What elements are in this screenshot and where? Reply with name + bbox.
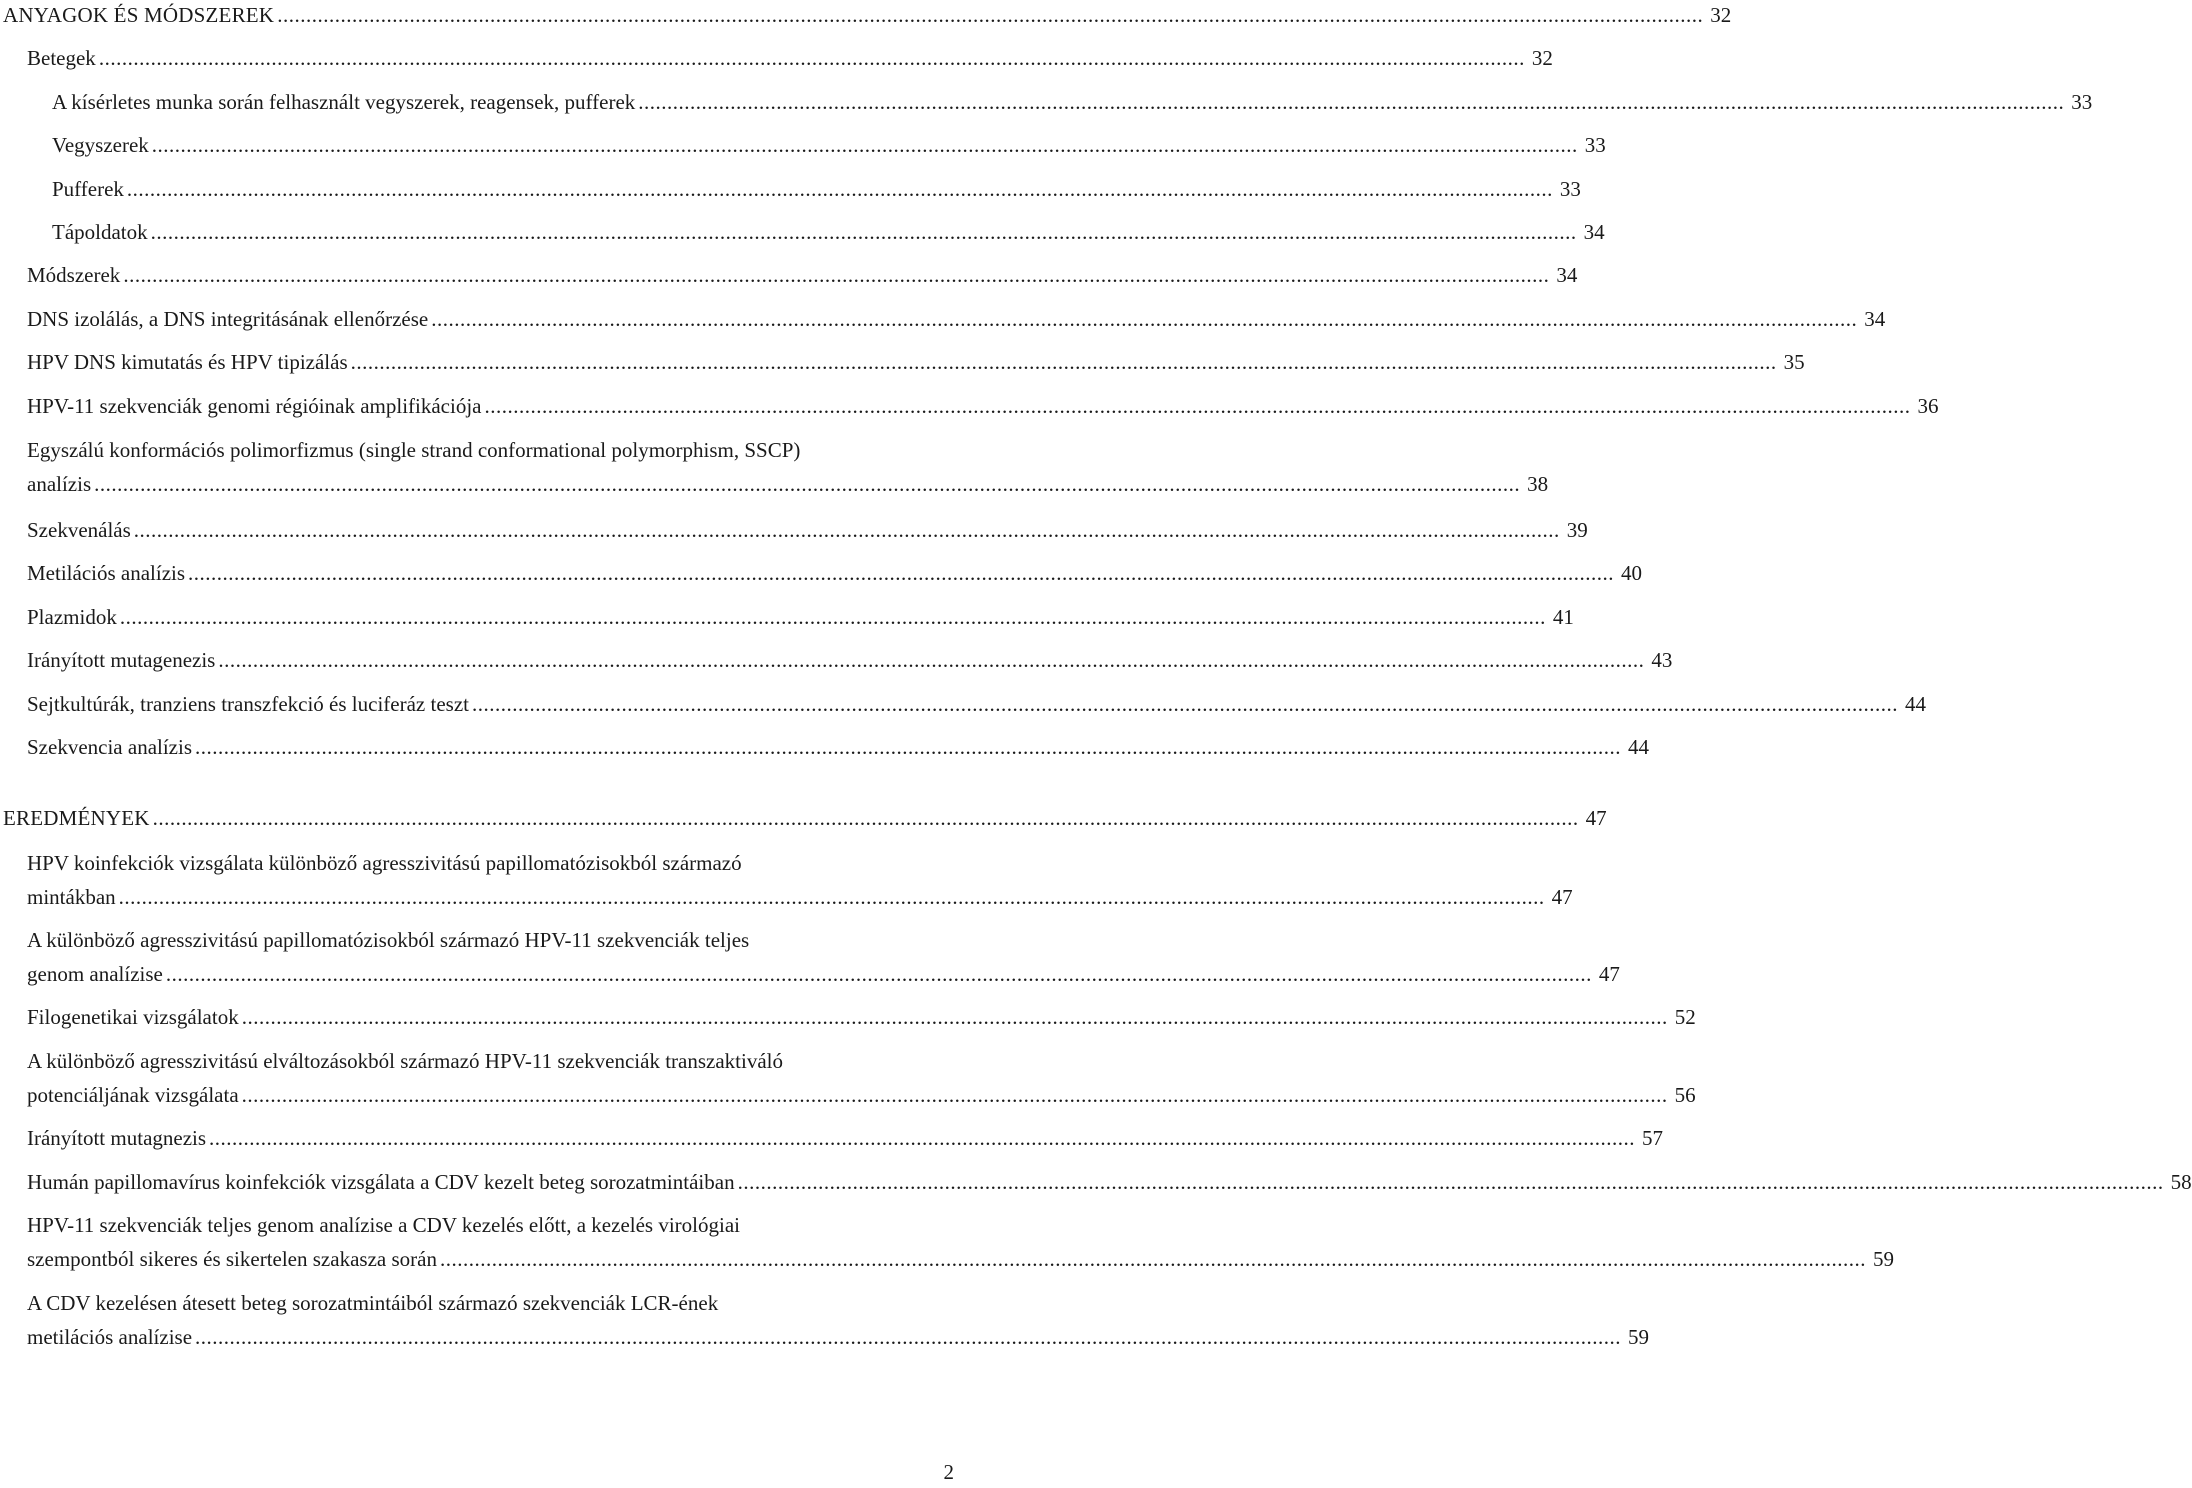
toc-entry-title-line1: HPV-11 szekvenciák teljes genom analízise a CDV kezelés előtt, a kezelés virológiai: [27, 1213, 740, 1237]
toc-entry[interactable]: [0, 1121, 1664, 1155]
toc-entry-title-line1: A különböző agresszivitású elváltozásokból származó HPV-11 szekvenciák transzaktiváló: [27, 1049, 783, 1073]
toc-leader-dots: [638, 85, 2064, 119]
toc-entry[interactable]: [0, 215, 1605, 249]
toc-entry-page: 56: [1674, 1083, 1696, 1107]
toc-entry-title: Betegek: [27, 46, 96, 70]
toc-leader-dots: [134, 513, 1560, 547]
toc-entry-title: Szekvencia analízis: [27, 735, 193, 759]
toc-entry[interactable]: [0, 556, 1643, 590]
toc-entry-title: genom analízise: [27, 962, 163, 986]
toc-entry-title: mintákban: [27, 885, 116, 909]
toc-entry[interactable]: [0, 172, 1581, 206]
toc-leader-dots: [123, 258, 1549, 292]
toc-entry[interactable]: [0, 1000, 1696, 1034]
toc-entry-title: Irányított mutagnezis: [27, 1126, 207, 1150]
toc-entry[interactable]: [0, 258, 1578, 292]
toc-entry-page: 38: [1527, 472, 1549, 496]
toc-entry[interactable]: [0, 41, 1553, 75]
toc-entry[interactable]: [0, 600, 1574, 634]
toc-entry-title-line1: A különböző agresszivitású papillomatózisokból származó HPV-11 szekvenciák teljes: [27, 928, 750, 952]
toc-entry-title: Sejtkultúrák, tranziens transzfekció és luciferáz teszt: [27, 692, 469, 716]
toc-entry-title: Plazmidok: [27, 605, 117, 629]
toc-leader-dots: [195, 730, 1621, 764]
toc-entry[interactable]: [0, 687, 1926, 721]
toc-entry-title: potenciáljának vizsgálata: [27, 1083, 239, 1107]
toc-entry-page: 32: [1710, 3, 1732, 27]
toc-entry-page: 35: [1783, 350, 1805, 374]
toc-entry-title-line1: HPV koinfekciók vizsgálata különböző agresszivitású papillomatózisokból származó: [27, 851, 742, 875]
toc-entry-title: A kísérletes munka során felhasznált vegyszerek, reagensek, pufferek: [52, 90, 636, 114]
toc-leader-dots: [440, 1242, 1866, 1276]
toc-entry-page: 44: [1628, 735, 1650, 759]
toc-entry-title-line1: Egyszálú konformációs polimorfizmus (single strand conformational polymorphism, SSCP): [27, 438, 801, 462]
toc-entry-page: 52: [1674, 1005, 1696, 1029]
toc-entry-title: Módszerek: [27, 263, 121, 287]
toc-entry-title: Tápoldatok: [52, 220, 148, 244]
toc-entry[interactable]: [0, 1286, 1650, 1354]
toc-leader-dots: [218, 643, 1644, 677]
toc-entry[interactable]: [0, 345, 1805, 379]
toc-entry-page: 59: [1872, 1247, 1894, 1271]
toc-leader-dots: [120, 600, 1546, 634]
toc-leader-dots: [94, 467, 1520, 501]
toc-entry-page: 39: [1566, 518, 1588, 542]
toc-entry[interactable]: [0, 801, 1607, 835]
toc-entry-title: Irányított mutagenezis: [27, 648, 216, 672]
toc-entry-title: Pufferek: [52, 177, 124, 201]
toc-leader-dots: [153, 801, 1579, 835]
toc-entry[interactable]: [0, 389, 1939, 423]
toc-entry[interactable]: [0, 433, 1549, 501]
toc-entry-title: Metilációs analízis: [27, 561, 186, 585]
toc-entry-page: 33: [1559, 177, 1581, 201]
toc-leader-dots: [242, 1000, 1668, 1034]
toc-entry-page: 34: [1864, 307, 1886, 331]
toc-entry-title: metilációs analízise: [27, 1325, 193, 1349]
toc-leader-dots: [738, 1165, 2164, 1199]
toc-leader-dots: [195, 1320, 1621, 1354]
toc-entry-page: 47: [1551, 885, 1573, 909]
toc-entry-title: Humán papillomavírus koinfekciók vizsgálata a CDV kezelt beteg sorozatmintáiban: [27, 1170, 735, 1194]
toc-entry-page: 36: [1917, 394, 1939, 418]
toc-entry-page: 33: [2071, 90, 2093, 114]
toc-entry-page: 40: [1621, 561, 1643, 585]
toc-leader-dots: [472, 687, 1898, 721]
toc-entry-page: 58: [2170, 1170, 2192, 1194]
toc-entry-title: Vegyszerek: [52, 133, 149, 157]
toc-entry-title: HPV-11 szekvenciák genomi régióinak amplifikációja: [27, 394, 482, 418]
toc-leader-dots: [119, 880, 1545, 914]
toc-entry-title: Szekvenálás: [27, 518, 131, 542]
toc-entry-title: analízis: [27, 472, 92, 496]
toc-entry-page: 43: [1651, 648, 1673, 672]
toc-entry-page: 34: [1583, 220, 1605, 244]
toc-entry-page: 44: [1904, 692, 1926, 716]
toc-leader-dots: [99, 41, 1525, 75]
toc-leader-dots: [152, 128, 1578, 162]
toc-entry-title: Filogenetikai vizsgálatok: [27, 1005, 239, 1029]
toc-entry[interactable]: [0, 513, 1588, 547]
toc-entry[interactable]: [0, 846, 1573, 914]
toc-entry[interactable]: [0, 1044, 1696, 1112]
toc-leader-dots: [484, 389, 1910, 423]
toc-leader-dots: [242, 1078, 1668, 1112]
toc-entry-title-line1: A CDV kezelésen átesett beteg sorozatmintáiból származó szekvenciák LCR-ének: [27, 1291, 719, 1315]
toc-entry[interactable]: [0, 923, 1620, 991]
toc-entry-title: HPV DNS kimutatás és HPV tipizálás: [27, 350, 348, 374]
toc-leader-dots: [127, 172, 1553, 206]
toc-entry-page: 57: [1642, 1126, 1664, 1150]
toc-entry-page: 41: [1552, 605, 1574, 629]
toc-entry-title: ANYAGOK ÉS MÓDSZEREK: [3, 3, 275, 27]
toc-entry[interactable]: [0, 730, 1650, 764]
toc-entry-title: DNS izolálás, a DNS integritásának ellenőrzése: [27, 307, 429, 331]
toc-entry[interactable]: [0, 1165, 2192, 1199]
toc-entry-page: 34: [1556, 263, 1578, 287]
page-number: 2: [943, 1460, 954, 1484]
toc-leader-dots: [188, 556, 1614, 590]
toc-leader-dots: [277, 0, 1703, 32]
toc-entry-page: 32: [1531, 46, 1553, 70]
toc-entry[interactable]: [0, 302, 1886, 336]
toc-leader-dots: [151, 215, 1577, 249]
toc-entry-page: 47: [1585, 806, 1607, 830]
toc-entry[interactable]: [0, 85, 2093, 119]
toc-entry-page: 33: [1584, 133, 1606, 157]
toc-entry-title: EREDMÉNYEK: [3, 806, 150, 830]
toc-leader-dots: [209, 1121, 1635, 1155]
toc-leader-dots: [166, 957, 1592, 991]
toc-entry[interactable]: [0, 643, 1673, 677]
toc-leader-dots: [351, 345, 1777, 379]
toc-entry-page: 59: [1628, 1325, 1650, 1349]
toc-entry[interactable]: [0, 128, 1606, 162]
toc-entry[interactable]: [0, 0, 1732, 32]
toc-leader-dots: [431, 302, 1857, 336]
toc-entry[interactable]: [0, 1208, 1894, 1276]
toc-entry-page: 47: [1598, 962, 1620, 986]
toc-entry-title: szempontból sikeres és sikertelen szakasza során: [27, 1247, 437, 1271]
